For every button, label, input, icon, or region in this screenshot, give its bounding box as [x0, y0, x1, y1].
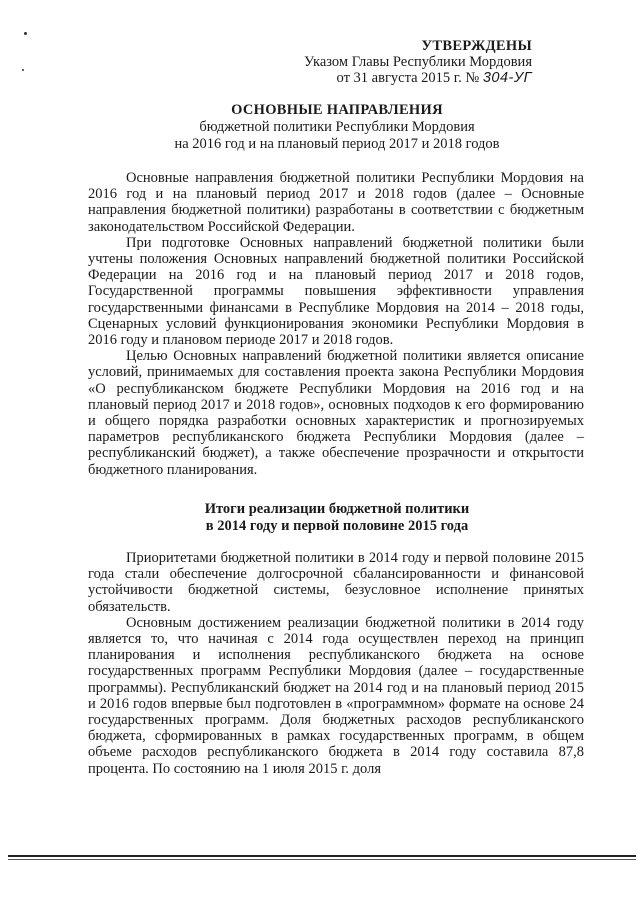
- scan-speck: [22, 69, 24, 71]
- paragraph: Основным достижением реализации бюджетной политики в 2014 году является то, что начиная с 2014 года осуществлен переход на принцип планирования и исполнения республиканского бюджета на основе государственных программ Республики Мордовия (далее – государственные программы). Республиканский бюджет на 2014 год и на плановый период 2015 и 2016 годов впервые был подготовлен в «программном» формате на основе 24 государственных программ. Доля бюджетных расходов республиканского бюджета, сформированных в рамках государственных программ, в общем объеме расходов республиканского бюджета в 2014 году составила 87,8 процента. По состоянию на 1 июля 2015 г. доля: [88, 614, 584, 777]
- scan-speck: [24, 32, 27, 35]
- page-title: ОСНОВНЫЕ НАПРАВЛЕНИЯ: [231, 102, 443, 118]
- title-subtitle: бюджетной политики Республики Мордовия: [199, 119, 475, 135]
- decree-date-line: [304, 70, 532, 86]
- approved-label: УТВЕРЖДЕНЫ: [421, 38, 532, 54]
- approval-stamp: [304, 38, 532, 86]
- intro-text: [88, 170, 584, 478]
- paragraph: При подготовке Основных направлений бюджетной политики были учтены положения Основных направлений бюджетной политики Российской Федерации на 2016 год и на плановый период 2017 и 2018 годов, Государственной программы повышения эффективности управления государственными финансами в Республике Мордовия на 2014 – 2018 годы, Сценарных условий функционирования экономики Республики Мордовия в 2016 году и плановом периоде 2017 и 2018 годов.: [88, 234, 584, 349]
- decree-number: 304-УГ: [482, 70, 532, 86]
- decree-date: от 31 августа 2015 г. №: [336, 70, 480, 86]
- section-heading-line: в 2014 году и первой половине 2015 года: [205, 518, 469, 534]
- footer-rule: [8, 859, 636, 860]
- decree-issuer: Указом Главы Республики Мордовия: [304, 54, 532, 70]
- section-text: [88, 550, 584, 777]
- paragraph: Основные направления бюджетной политики Республики Мордовия на 2016 год и на плановый период 2017 и 2018 годов (далее – Основные направления бюджетной политики) разработаны в соответствии с бюджетным законодательством Российской Федерации.: [88, 170, 584, 235]
- section-heading: [90, 501, 584, 535]
- title-period: на 2016 год и на плановый период 2017 и 2018 годов: [174, 136, 500, 152]
- paragraph: Приоритетами бюджетной политики в 2014 году и первой половине 2015 года стали обеспечение долгосрочной сбалансированности и финансовой устойчивости бюджетной системы, безусловное исполнение принятых обязательств.: [88, 550, 584, 615]
- footer-rule: [8, 855, 636, 857]
- document-title: [90, 102, 584, 153]
- paragraph: Целью Основных направлений бюджетной политики является описание условий, принимаемых для составления проекта закона Республики Мордовия «О республиканском бюджете Республики Мордовия на 2016 год и на плановый период 2017 и 2018 годов», основных подходов к его формированию и общего порядка разработки основных характеристик и прогнозируемых параметров республиканского бюджета Республики Мордовия (далее – республиканский бюджет), а также обеспечение прозрачности и открытости бюджетного планирования.: [88, 348, 584, 478]
- section-heading-line: Итоги реализации бюджетной политики: [204, 501, 470, 517]
